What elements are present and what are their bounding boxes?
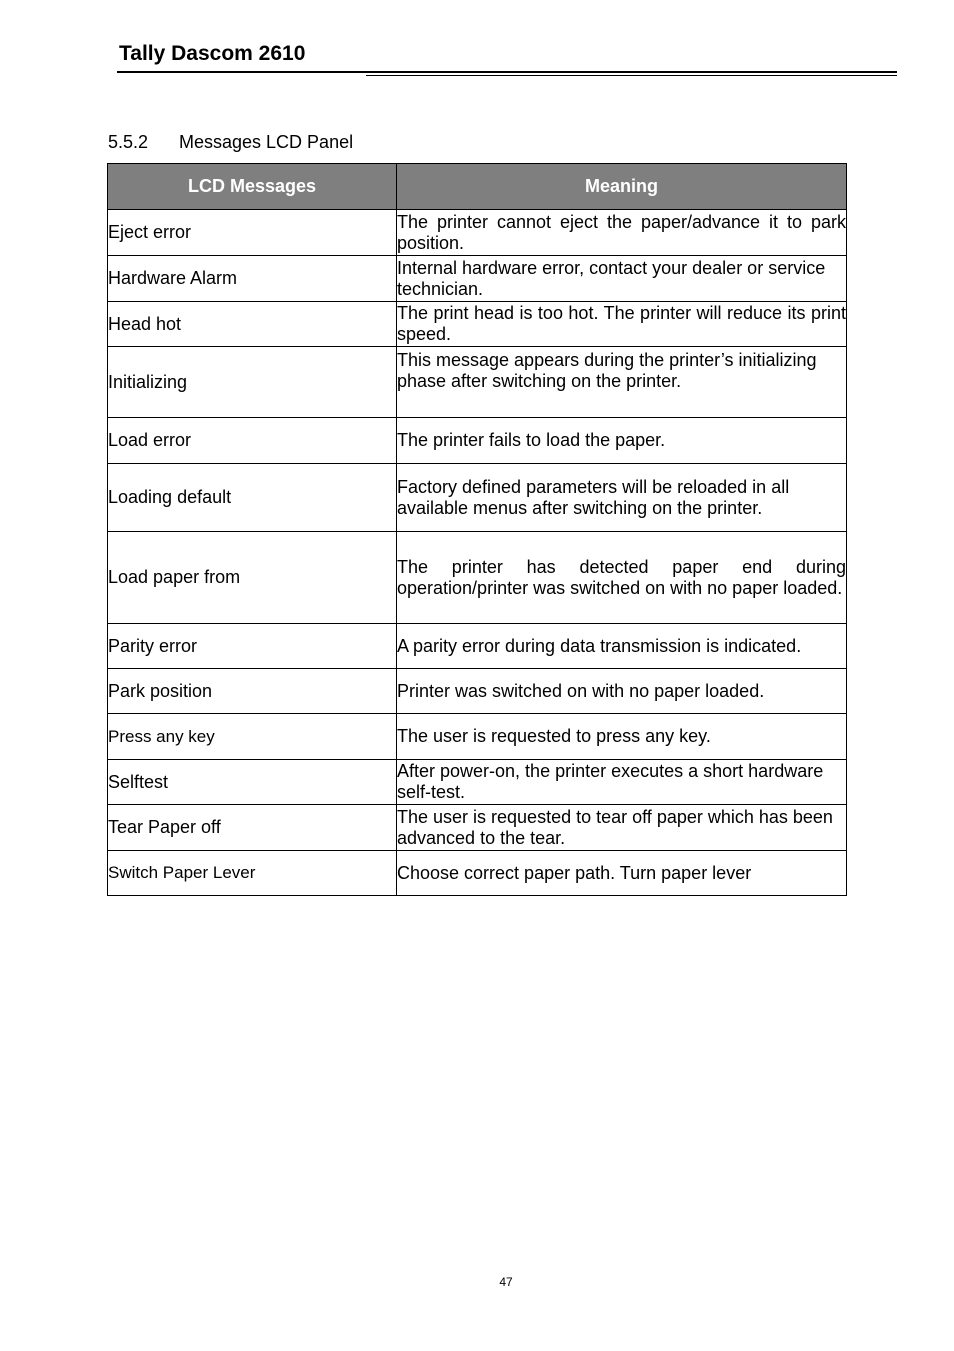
meaning-cell: A parity error during data transmission is indicated. bbox=[397, 624, 847, 669]
message-cell: Load error bbox=[108, 418, 397, 464]
section-title: Messages LCD Panel bbox=[179, 132, 354, 152]
table-row bbox=[108, 464, 847, 532]
meaning-cell: The printer cannot eject the paper/advance it to park position. bbox=[397, 210, 847, 256]
meaning-cell: The user is requested to tear off paper which has been advanced to the tear. bbox=[397, 805, 847, 851]
message-cell: Loading default bbox=[108, 464, 397, 532]
message-cell: Head hot bbox=[108, 302, 397, 347]
message-cell: Hardware Alarm bbox=[108, 256, 397, 302]
table-row bbox=[108, 418, 847, 464]
message-cell: Load paper from bbox=[108, 532, 397, 624]
table-row bbox=[108, 256, 847, 302]
column-header-meaning: Meaning bbox=[397, 164, 847, 210]
message-cell: Press any key bbox=[108, 714, 397, 760]
meaning-cell: The printer has detected paper end during operation/printer was switched on with no paper loaded. bbox=[397, 532, 847, 624]
meaning-cell: This message appears during the printer’s initializing phase after switching on the printer. bbox=[397, 347, 847, 418]
table-row bbox=[108, 760, 847, 805]
meaning-cell: Printer was switched on with no paper loaded. bbox=[397, 669, 847, 714]
message-cell: Tear Paper off bbox=[108, 805, 397, 851]
table-row bbox=[108, 669, 847, 714]
page-number: 47 bbox=[499, 1275, 513, 1289]
table-row bbox=[108, 532, 847, 624]
table-row bbox=[108, 624, 847, 669]
message-cell: Selftest bbox=[108, 760, 397, 805]
table-row bbox=[108, 347, 847, 418]
meaning-cell: Choose correct paper path. Turn paper lever bbox=[397, 851, 847, 896]
table-row bbox=[108, 714, 847, 760]
section-number: 5.5.2 bbox=[108, 132, 149, 152]
meaning-cell: The user is requested to press any key. bbox=[397, 714, 847, 760]
column-header-lcd-messages: LCD Messages bbox=[108, 164, 397, 210]
lcd-messages-table bbox=[107, 163, 847, 896]
table-row bbox=[108, 851, 847, 896]
message-cell: Eject error bbox=[108, 210, 397, 256]
header-rule-thick bbox=[117, 71, 897, 73]
message-cell: Park position bbox=[108, 669, 397, 714]
message-cell: Initializing bbox=[108, 347, 397, 418]
table-row bbox=[108, 805, 847, 851]
header-rule-thin bbox=[366, 75, 897, 76]
document-title: Tally Dascom 2610 bbox=[119, 42, 306, 65]
message-cell: Switch Paper Lever bbox=[108, 851, 397, 896]
section-heading bbox=[108, 132, 353, 153]
message-cell: Parity error bbox=[108, 624, 397, 669]
meaning-cell: Factory defined parameters will be reloaded in all available menus after switching on the printer. bbox=[397, 464, 847, 532]
meaning-cell: After power-on, the printer executes a short hardware self-test. bbox=[397, 760, 847, 805]
table-header-row bbox=[108, 164, 847, 210]
meaning-cell: The printer fails to load the paper. bbox=[397, 418, 847, 464]
meaning-cell: The print head is too hot. The printer will reduce its print speed. bbox=[397, 302, 847, 347]
meaning-cell: Internal hardware error, contact your dealer or service technician. bbox=[397, 256, 847, 302]
table-row bbox=[108, 302, 847, 347]
table-row bbox=[108, 210, 847, 256]
